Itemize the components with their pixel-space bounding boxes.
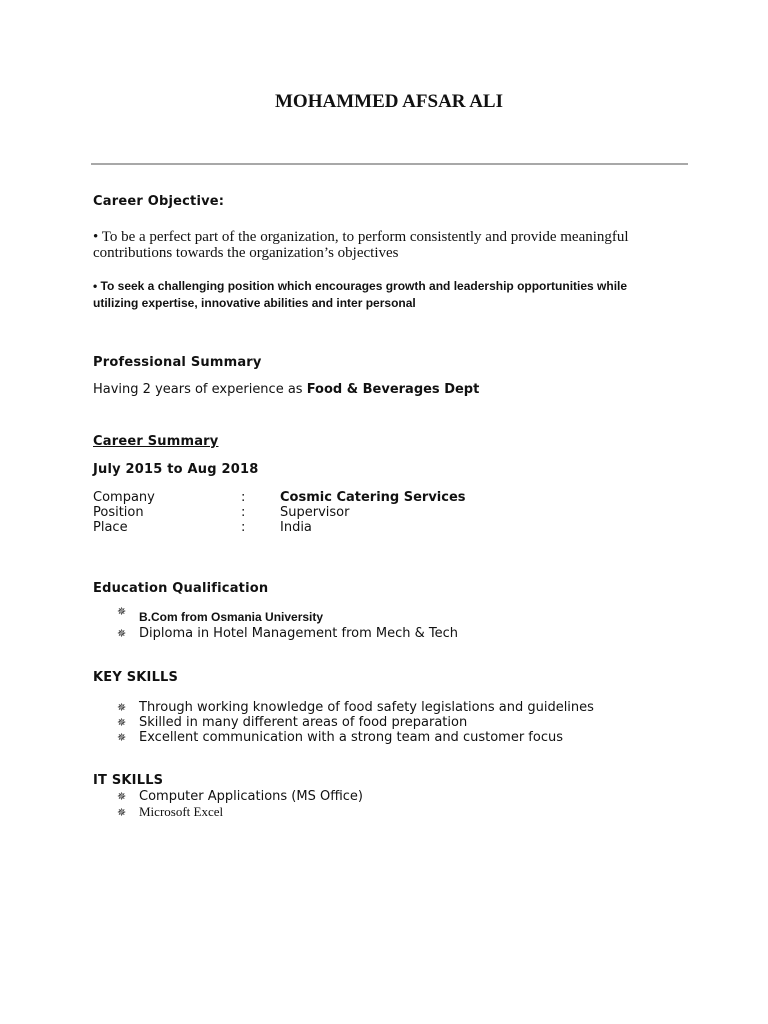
education-item-1 — [117, 600, 139, 619]
row-label: Company — [93, 490, 155, 505]
key-skill-1 — [117, 700, 594, 715]
skill-text: Skilled in many different areas of food preparation — [139, 715, 468, 730]
it-skills-heading: IT SKILLS — [93, 773, 164, 788]
education-item-1-text: B.Com from Osmania University — [139, 610, 324, 624]
row-colon: : — [241, 505, 246, 520]
row-value: India — [280, 520, 312, 535]
key-skill-3 — [117, 730, 563, 745]
career-period: July 2015 to Aug 2018 — [93, 462, 259, 477]
candidate-name: MOHAMMED AFSAR ALI — [275, 91, 503, 112]
skill-text: Excellent communication with a strong team and customer focus — [139, 730, 563, 745]
row-value: Cosmic Catering Services — [280, 490, 466, 505]
objective-bullet-1 — [93, 229, 629, 245]
it-skill-1 — [117, 789, 363, 804]
star-bullet-icon: ✵ — [117, 790, 127, 803]
skill-text: Through working knowledge of food safety legislations and guidelines — [139, 700, 594, 715]
star-bullet-icon: ✵ — [117, 701, 127, 714]
star-bullet-icon: ✵ — [117, 605, 127, 618]
star-bullet-icon: ✵ — [117, 731, 127, 744]
career-summary-heading: Career Summary — [93, 434, 219, 449]
career-row-position — [93, 505, 493, 521]
skill-text: Computer Applications (MS Office) — [139, 789, 363, 804]
objective-bullet-1-cont: contributions towards the organization’s objectives — [93, 245, 399, 261]
header-divider — [91, 163, 688, 165]
summary-text: Having 2 years of experience as — [93, 382, 307, 397]
career-objective-heading: Career Objective: — [93, 194, 225, 209]
objective-bullet-2-cont: utilizing expertise, innovative abilities and inter personal — [93, 296, 416, 310]
key-skill-2 — [117, 715, 467, 730]
education-item-2 — [117, 626, 458, 641]
bullet-icon: • — [93, 229, 99, 245]
bullet-icon: • — [93, 279, 98, 293]
professional-summary-heading: Professional Summary — [93, 355, 262, 370]
row-colon: : — [241, 520, 246, 535]
star-bullet-icon: ✵ — [117, 716, 127, 729]
professional-summary-text — [93, 382, 479, 397]
education-text: Diploma in Hotel Management from Mech & Tech — [139, 626, 459, 641]
objective-text: To be a perfect part of the organization, to perform consistently and provide meaningful — [101, 229, 629, 245]
it-skill-2 — [117, 804, 223, 820]
summary-dept: Food & Beverages Dept — [306, 382, 480, 397]
career-row-company — [93, 490, 493, 506]
key-skills-heading: KEY SKILLS — [93, 670, 179, 685]
objective-bullet-2 — [93, 278, 627, 295]
row-value: Supervisor — [280, 505, 350, 520]
skill-text: Microsoft Excel — [139, 804, 224, 819]
row-label: Position — [93, 505, 144, 520]
star-bullet-icon: ✵ — [117, 807, 127, 819]
star-bullet-icon: ✵ — [117, 627, 127, 640]
row-colon: : — [241, 490, 246, 505]
education-heading: Education Qualification — [93, 581, 269, 596]
objective-text: To seek a challenging position which encourages growth and leadership opportunities while — [100, 279, 628, 293]
row-label: Place — [93, 520, 128, 535]
career-row-place — [93, 520, 493, 536]
